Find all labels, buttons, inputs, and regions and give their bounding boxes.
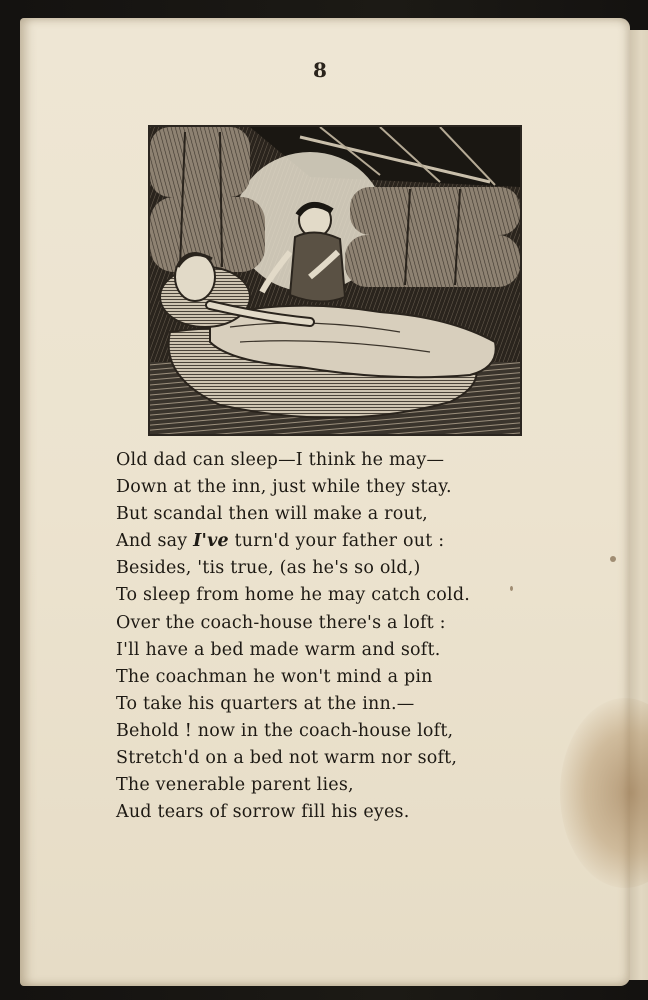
verse-line: Behold ! now in the coach-house loft, bbox=[116, 720, 454, 741]
verse-line: To sleep from home he may catch cold. bbox=[116, 585, 470, 606]
verse-line-end: turn'd your father out : bbox=[228, 531, 445, 552]
verse-line: Over the coach-house there's a loft : bbox=[116, 612, 446, 633]
poem-verse bbox=[116, 447, 536, 826]
water-stain bbox=[560, 698, 648, 888]
foxing-spot bbox=[610, 556, 616, 562]
verse-emphasis: I've bbox=[193, 531, 229, 552]
page-number: 8 bbox=[313, 58, 327, 82]
verse-line-start: And say bbox=[116, 531, 194, 552]
woodcut-icon bbox=[150, 127, 520, 434]
verse-line: The coachman he won't mind a pin bbox=[116, 666, 433, 687]
verse-line bbox=[116, 528, 536, 555]
verse-line: To take his quarters at the inn.— bbox=[116, 693, 415, 714]
verse-line: I'll have a bed made warm and soft. bbox=[116, 639, 441, 660]
verse-line: Down at the inn, just while they stay. bbox=[116, 477, 452, 498]
verse-line: Besides, 'tis true, (as he's so old,) bbox=[116, 558, 421, 579]
verse-line: Aud tears of sorrow fill his eyes. bbox=[116, 802, 410, 823]
verse-line: But scandal then will make a rout, bbox=[116, 504, 428, 525]
woodcut-illustration bbox=[148, 125, 522, 436]
verse-line: Old dad can sleep—I think he may— bbox=[116, 450, 445, 470]
verse-line: The venerable parent lies, bbox=[116, 775, 354, 796]
verse-line: Stretch'd on a bed not warm nor soft, bbox=[116, 748, 458, 769]
